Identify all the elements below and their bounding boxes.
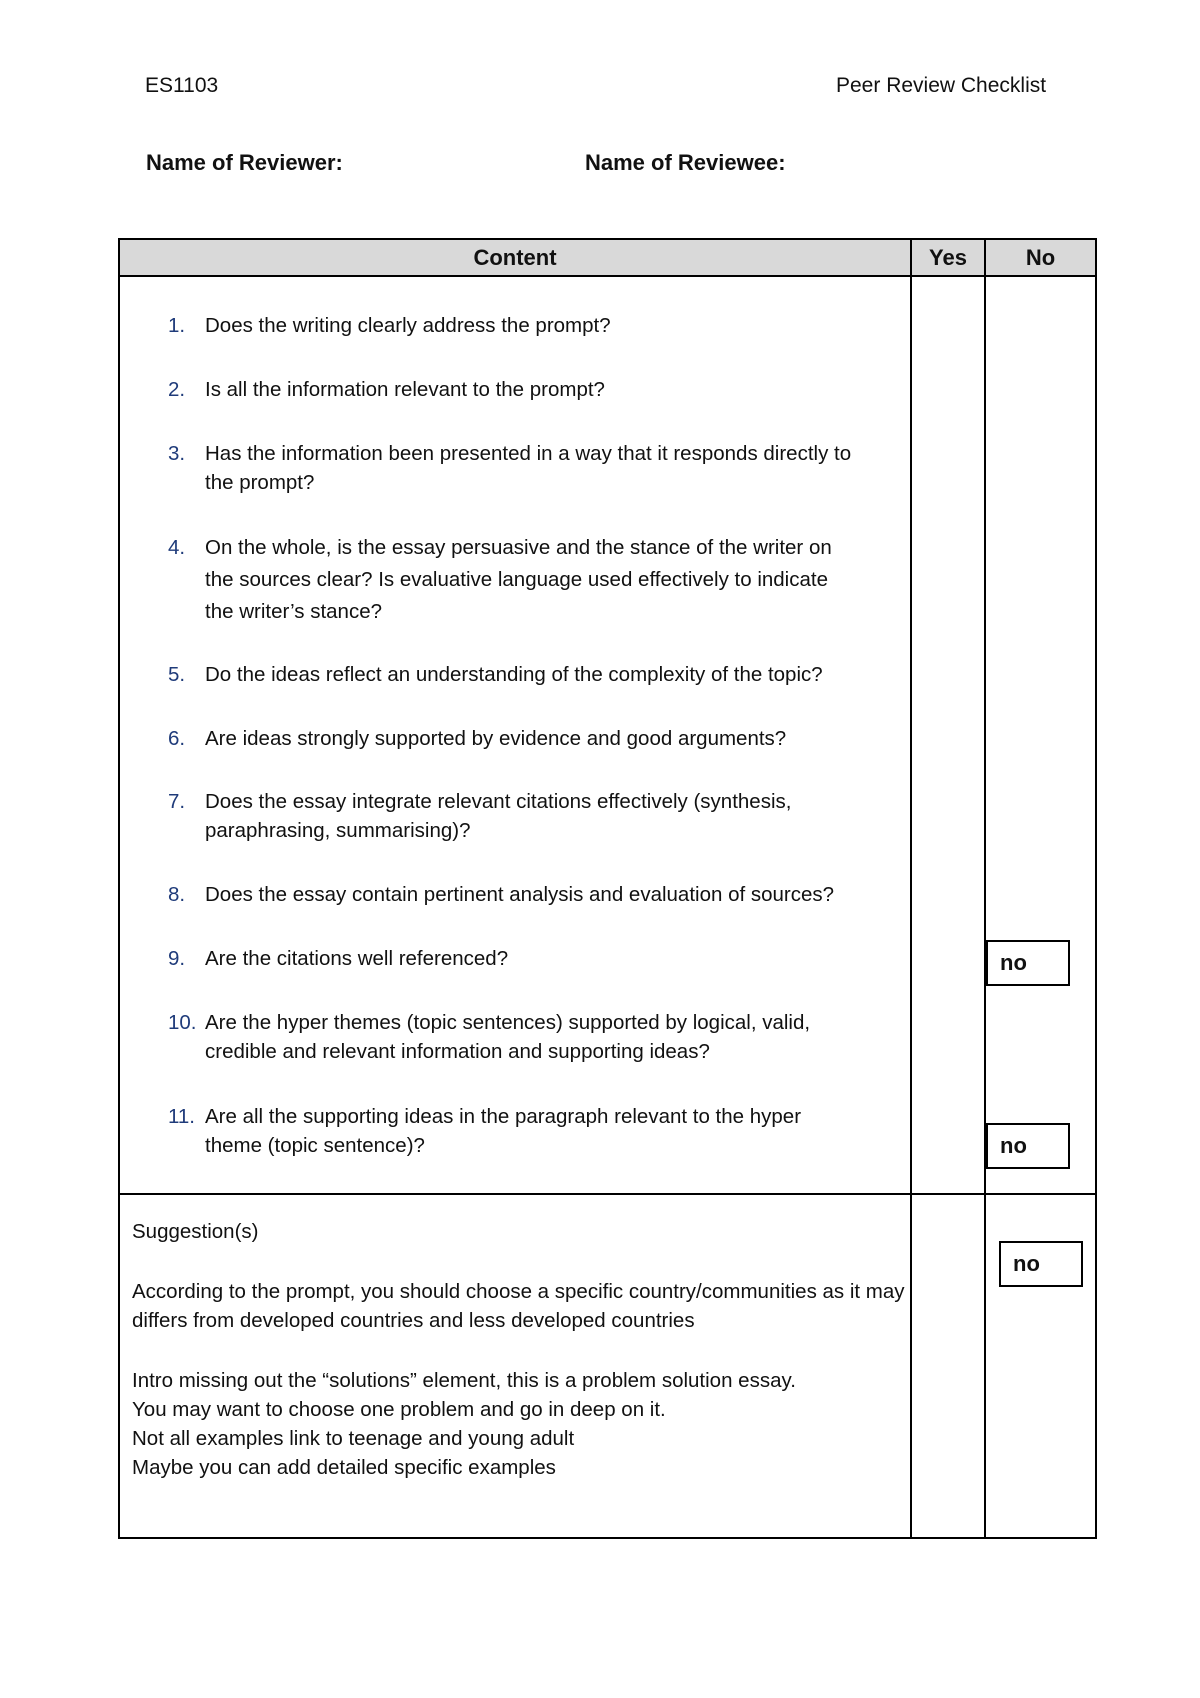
suggestion-paragraph: According to the prompt, you should choose a specific country/communities as it may differs from developed countries and less developed countries [132,1280,905,1332]
reviewer-label: Name of Reviewer: [146,150,343,175]
question-6 [168,724,858,753]
column-header-yes: Yes [929,245,967,270]
question-text: Are the citations well referenced? [205,947,509,970]
question-number: 9. [168,947,186,970]
question-number: 5. [168,663,186,686]
suggestion-line: Intro missing out the “solutions” element, this is a problem solution essay. [132,1369,796,1392]
column-header-content: Content [473,245,557,270]
question-number: 6. [168,727,186,750]
question-text: Are ideas strongly supported by evidence and good arguments? [205,727,787,750]
question-10 [168,1008,858,1066]
question-text: Has the information been presented in a way that it responds directly to the prompt? [205,442,852,494]
answer-box-q9[interactable]: no [986,940,1070,986]
question-7 [168,787,858,845]
question-number: 11. [168,1105,195,1128]
answer-box-q11[interactable]: no [986,1123,1070,1169]
question-number: 10. [168,1011,197,1034]
question-3 [168,439,858,497]
suggestions-label: Suggestion(s) [132,1220,259,1243]
question-number: 2. [168,378,186,401]
question-number: 7. [168,790,186,813]
column-divider [910,240,912,1537]
question-1 [168,311,858,340]
suggestion-line: Maybe you can add detailed specific examples [132,1456,556,1479]
question-number: 8. [168,883,186,906]
question-text: On the whole, is the essay persuasive and the stance of the writer on the sources clear? Is evaluative language used effectively to indicate the writer’s stance? [205,536,832,623]
question-text: Does the essay integrate relevant citations effectively (synthesis, paraphrasing, summarising)? [205,790,792,842]
document-title: Peer Review Checklist [836,74,1047,97]
question-number: 3. [168,442,186,465]
course-code: ES1103 [145,74,219,97]
question-2 [168,375,858,404]
suggestion-line: Not all examples link to teenage and young adult [132,1427,575,1450]
question-number: 1. [168,314,186,337]
answer-box-suggestion[interactable]: no [999,1241,1083,1287]
column-divider [984,240,986,1537]
checklist-table [118,238,1097,1539]
question-text: Is all the information relevant to the prompt? [205,378,605,401]
question-text: Does the essay contain pertinent analysis and evaluation of sources? [205,883,835,906]
question-8 [168,880,858,909]
question-9 [168,944,858,973]
question-5 [168,660,858,689]
question-text: Does the writing clearly address the prompt? [205,314,611,337]
reviewee-label: Name of Reviewee: [585,150,786,175]
question-text: Do the ideas reflect an understanding of the complexity of the topic? [205,663,823,686]
row-divider [120,1193,1095,1195]
column-header-no: No [1025,245,1056,270]
question-4 [168,532,858,628]
question-11 [168,1102,858,1160]
question-text: Are the hyper themes (topic sentences) supported by logical, valid, credible and relevant information and supporting ideas? [205,1011,811,1063]
suggestion-line: You may want to choose one problem and go in deep on it. [132,1398,666,1421]
question-text: Are all the supporting ideas in the paragraph relevant to the hyper theme (topic sentence)? [205,1105,802,1157]
question-number: 4. [168,536,186,559]
